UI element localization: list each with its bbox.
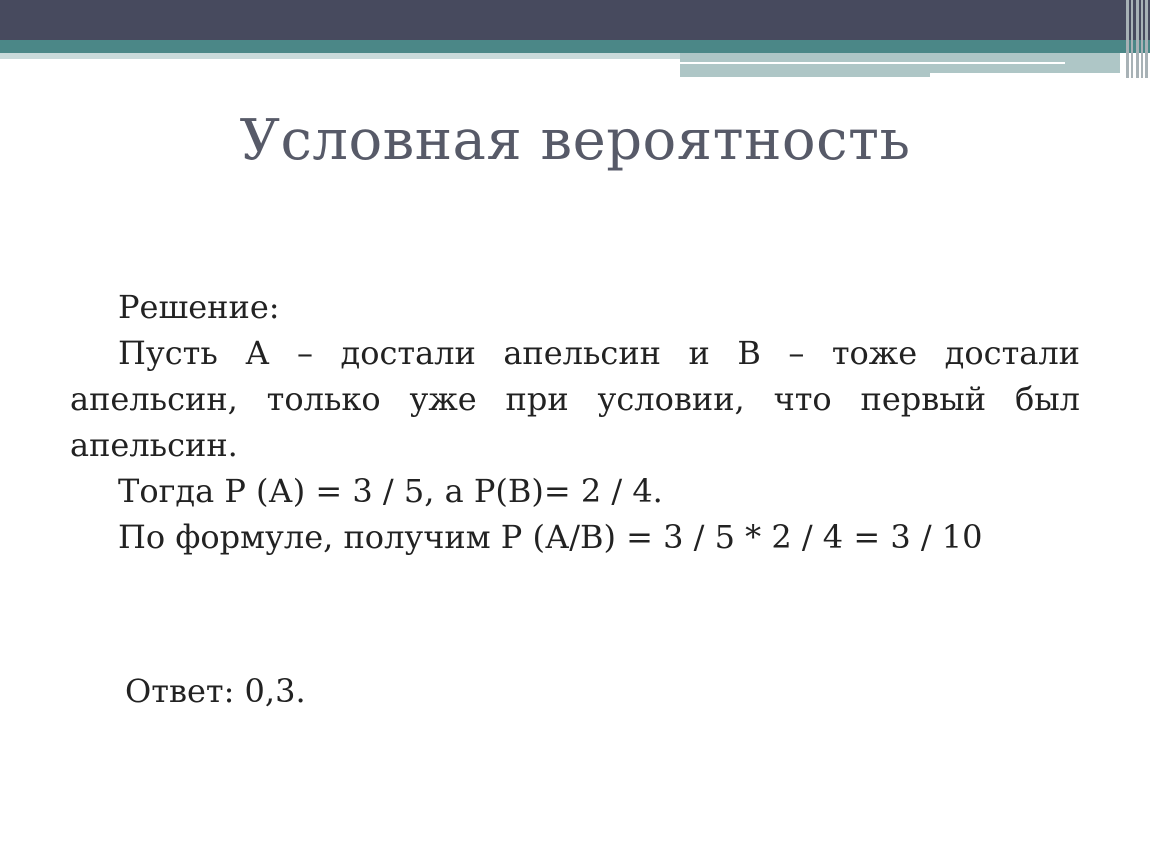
problem-paragraph: Пусть А – достали апельсин и В – тоже достали апельсин, только уже при условии, что первый был апельсин.: [70, 334, 1080, 464]
formula-line: По формуле, получим Р (А/В) = 3 / 5 * 2 / 4 = 3 / 10: [118, 518, 983, 556]
probability-line: Тогда Р (А) = 3 / 5, а Р(В)= 2 / 4.: [118, 472, 663, 510]
slide-title: Условная вероятность: [239, 108, 911, 173]
header-band-line: [680, 62, 1065, 64]
decor-vertical-line: [1145, 0, 1148, 78]
answer-text: Ответ: 0,3.: [125, 672, 306, 710]
decor-vertical-line: [1131, 0, 1133, 78]
decor-vertical-line: [1126, 0, 1129, 78]
header-band-light: [0, 53, 680, 59]
decor-vertical-line: [1136, 0, 1139, 78]
solution-label: Решение:: [118, 288, 280, 326]
decor-vertical-line: [1141, 0, 1143, 78]
header-band-accent: [930, 73, 1120, 77]
header-band-teal: [0, 40, 1150, 53]
header-band-dark: [0, 0, 1150, 40]
slide-body: [70, 284, 1080, 560]
